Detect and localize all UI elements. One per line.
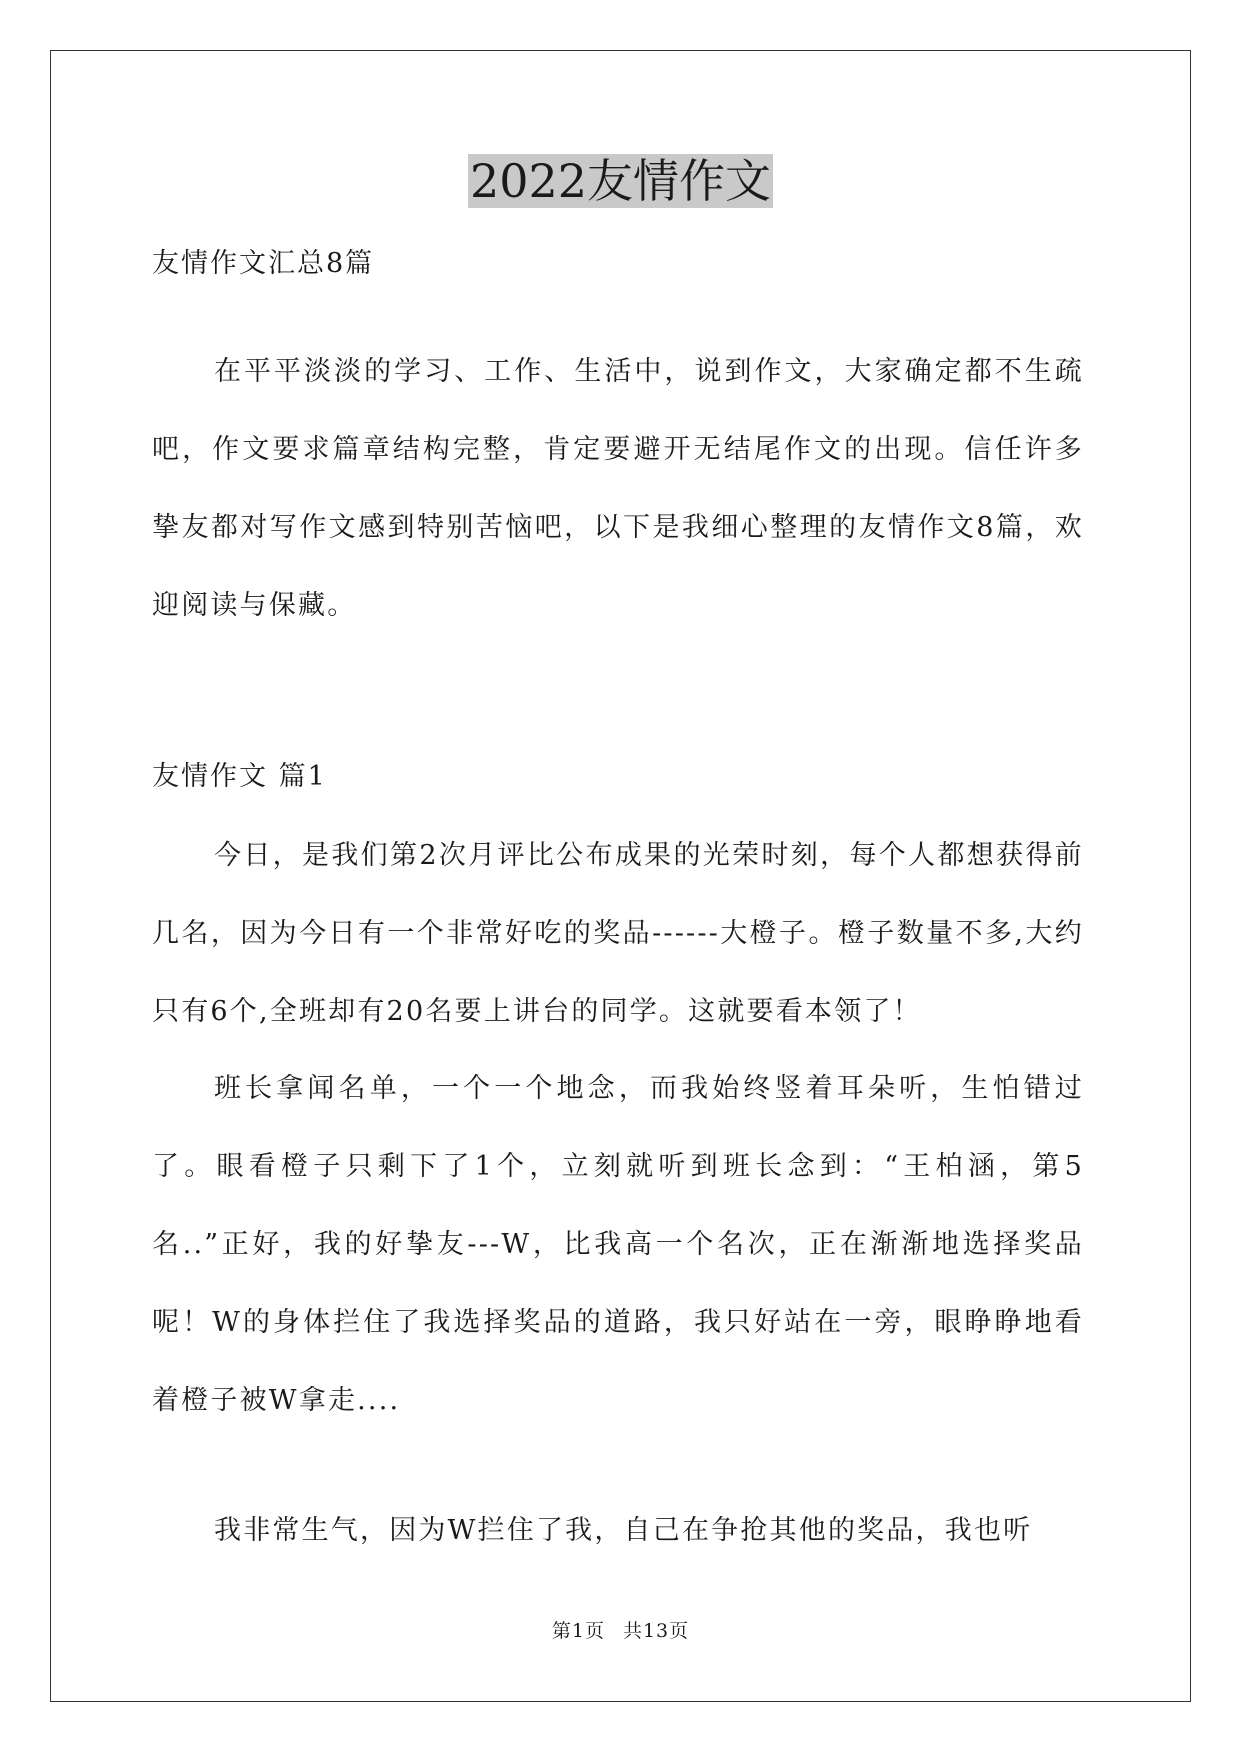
document-title-text: 2022友情作文 <box>469 154 772 208</box>
page-number: 第1页 <box>551 1620 605 1642</box>
page-footer <box>0 1618 1241 1644</box>
body-paragraph: 我非常生气，因为W拦住了我，自己在争抢其他的奖品，我也听 <box>214 1515 1033 1546</box>
document-title <box>0 150 1241 212</box>
body-paragraph: 班长拿闻名单，一个一个地念，而我始终竖着耳朵听，生怕错过了。眼看橙子只剩下了1个，立刻就听到班长念到：“王柏涵，第5名..”正好，我的好挚友---W，比我高一个名次，正在渐渐地选择奖品呢！W的身体拦住了我选择奖品的道路，我只好站在一旁，眼睁睁地看着橙子被W拿走.... <box>152 1073 1084 1416</box>
intro-paragraph: 在平平淡淡的学习、工作、生活中，说到作文，大家确定都不生疏吧，作文要求篇章结构完整，肯定要避开无结尾作文的出现。信任许多挚友都对写作文感到特别苦恼吧，以下是我细心整理的友情作文8篇，欢迎阅读与保藏。 <box>152 356 1084 621</box>
body-paragraph: 今日，是我们第2次月评比公布成果的光荣时刻，每个人都想获得前几名，因为今日有一个非常好吃的奖品------大橙子。橙子数量不多,大约只有6个,全班却有20名要上讲台的同学。这就要看本领了！ <box>152 840 1084 1027</box>
document-subtitle: 友情作文汇总8篇 <box>152 248 375 279</box>
section-heading: 友情作文 篇1 <box>152 761 327 792</box>
page-total: 共13页 <box>622 1620 690 1642</box>
